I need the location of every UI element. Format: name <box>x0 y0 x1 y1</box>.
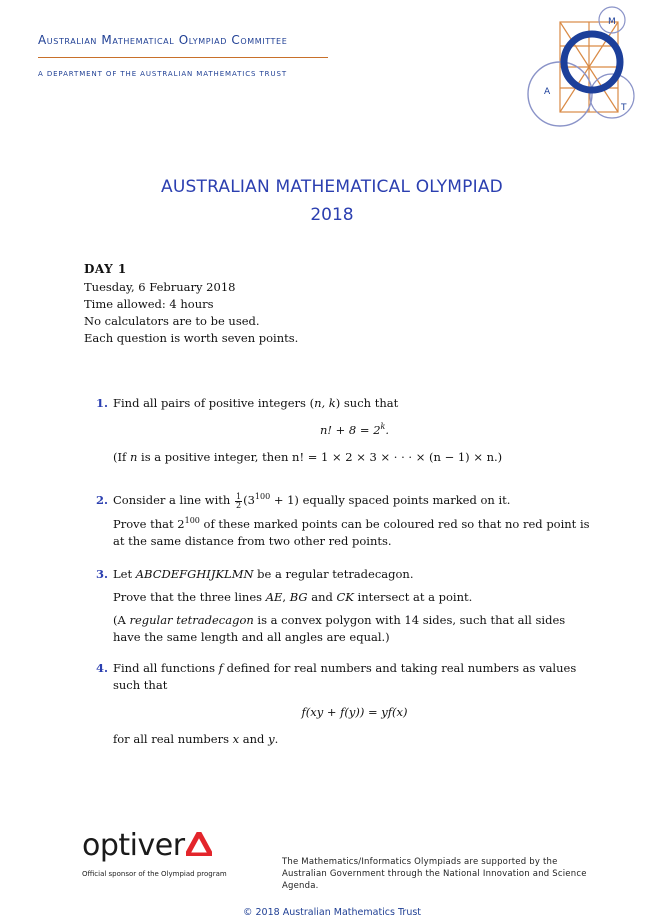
display-exponent: k <box>380 422 386 432</box>
points-rule: Each question is worth seven points. <box>84 331 299 345</box>
polygon-name: ABCDEFGHIJKLMN <box>135 567 254 581</box>
problem-text: of these marked points can be coloured red so that no red point is at the same distance from two other red points. <box>113 516 590 548</box>
problem-number: 1. <box>96 396 109 410</box>
note-formula: n! = 1 × 2 × 3 × · · · × (n − 1) × n.) <box>292 450 503 464</box>
expr: (3 <box>243 493 255 507</box>
amt-logo <box>520 6 640 136</box>
problem-text: for all real numbers <box>113 732 233 746</box>
var-y: y <box>268 732 275 746</box>
problem-text: Prove that the three lines <box>113 590 266 604</box>
fraction-denominator: 2 <box>235 500 242 510</box>
department-line: A DEPARTMENT OF THE AUSTRALIAN MATHEMATICS TRUST <box>38 70 287 78</box>
expr: + 1) <box>270 493 299 507</box>
sponsor-triangle-icon <box>186 832 212 856</box>
day-label: DAY 1 <box>84 262 127 276</box>
problem-text: Find all functions <box>113 661 219 675</box>
problem-text: Consider a line with <box>113 493 234 507</box>
note-text: is a convex polygon with 14 sides, such that all sides have the same length and all angles are equal.) <box>113 613 566 644</box>
var-x: x <box>232 732 240 746</box>
org-name-text: Australian Mathematical Olympiad Committee <box>38 33 288 47</box>
display-equation: n! + 8 = 2 <box>319 423 381 437</box>
problem-text: Find all pairs of positive integers ( <box>113 396 315 410</box>
line-bg: BG <box>289 590 308 604</box>
problem-vars: n, k <box>314 396 336 410</box>
problem-2 <box>96 492 596 556</box>
note-text: is a positive integer, then <box>137 450 293 464</box>
note-text: (A <box>113 613 130 627</box>
separator: , <box>282 590 290 604</box>
problem-number: 4. <box>96 661 109 675</box>
sponsor-logo <box>82 828 212 863</box>
problem-text: be a regular tetradecagon. <box>253 567 414 581</box>
fraction <box>235 493 242 510</box>
line-ck: CK <box>336 590 354 604</box>
problem-text: defined for real numbers and taking real numbers as values such that <box>113 661 577 692</box>
sponsor-name: optiver <box>82 828 185 863</box>
time-allowed: Time allowed: 4 hours <box>84 297 214 311</box>
logo-letter-a: A <box>544 87 551 97</box>
problem-3 <box>96 566 596 652</box>
page-title: AUSTRALIAN MATHEMATICAL OLYMPIAD <box>161 177 503 197</box>
page-year: 2018 <box>310 205 354 225</box>
problem-4 <box>96 660 596 754</box>
problem-text: Prove that 2 <box>113 516 185 531</box>
problem-text: Let <box>113 567 136 581</box>
note-term: regular tetradecagon <box>129 613 254 627</box>
logo-letter-t: T <box>621 103 627 113</box>
calculator-rule: No calculators are to be used. <box>84 314 260 328</box>
display-equation: f(xy + f(y)) = yf(x) <box>301 705 408 719</box>
support-text: The Mathematics/Informatics Olympiads are supported by the Australian Government through the National Innovation and Science Agenda. <box>282 857 587 891</box>
note-text: (If <box>113 450 130 464</box>
sponsor-tagline: Official sponsor of the Olympiad program <box>82 870 227 878</box>
separator: and <box>307 590 337 604</box>
line-ae: AE <box>265 590 283 604</box>
header-rule <box>38 57 328 58</box>
expr-exponent: 100 <box>254 492 271 502</box>
problem-text: . <box>274 732 279 746</box>
problem-number: 3. <box>96 567 109 581</box>
function-var: f <box>218 661 223 675</box>
problem-text: ) such that <box>335 396 399 410</box>
problem-text: intersect at a point. <box>353 590 473 604</box>
problem-text: equally spaced points marked on it. <box>298 493 511 507</box>
logo-letter-m: M <box>608 17 616 27</box>
problem-text: and <box>239 732 269 746</box>
org-name <box>38 33 287 47</box>
problem-1: 1. Find all pairs of positive integers (n, k) such that n! + $8 = 2^k$. (If n is a positive integer, then n! = 1 × 2 × 3 × · · · × (n − 1) × n.) <box>96 396 503 464</box>
exponent: 100 <box>184 515 200 525</box>
fraction-numerator: 1 <box>235 491 242 501</box>
note-var: n <box>129 450 138 464</box>
exam-date: Tuesday, 6 February 2018 <box>84 280 236 294</box>
problem-number: 2. <box>96 493 109 507</box>
copyright: © 2018 Australian Mathematics Trust <box>242 907 422 918</box>
